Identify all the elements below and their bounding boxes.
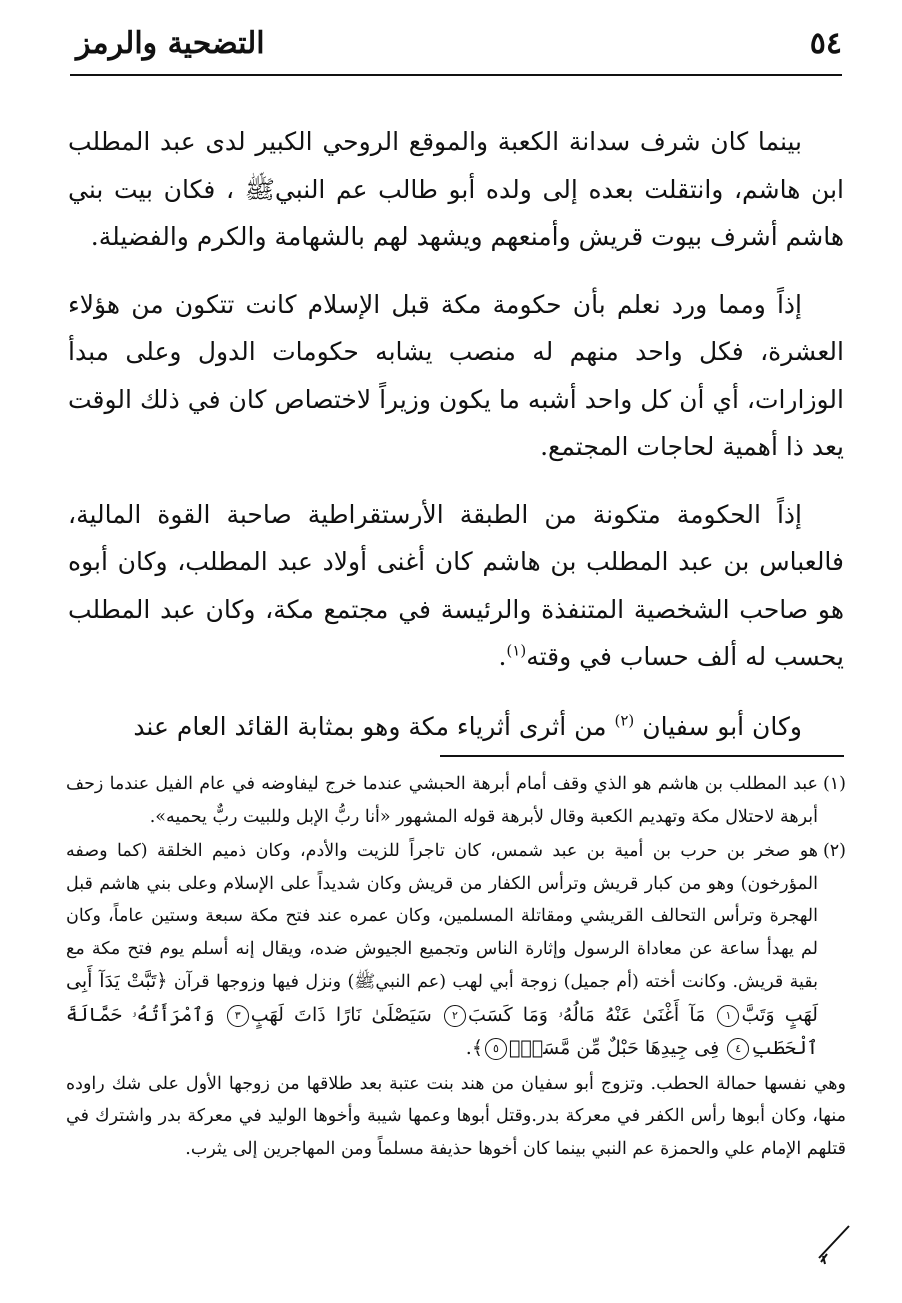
verse-bracket-open: ﴿ [156,970,168,992]
footnotes [66,768,846,1167]
verse-5: فِى جِيدِهَا حَبْلٌ مِّن مَّسَدٍۭ [508,1037,720,1059]
footnote-2-continuation-text: وهي نفسها حمالة الحطب. وتزوج أبو سفيان من هند بنت عتبة بعد طلاقها من زوجها الأول على شك راوده منها، وكان أبوها رأس الكفر في معركة بدر.وقتل أبوها وعمها شيبة وأخوها الوليد في معركة بدر واشترك في قتلهم الإمام علي والحمزة عم النبي بينما كان أخوها حذيفة مسلماً ومن المهاجرين إلى يثرب. [66,1073,846,1159]
footnote-2-text: هو صخر بن حرب بن أمية بن عبد شمس، كان تاجراً للزيت والأدم، وكان ذميم الخلقة (كما وصفه المؤرخون) وهو من كبار قريش وترأس الكفار من قريش وكان شديداً على الإسلام وعلى بني هاشم قبل الهجرة وترأس التحالف القريشي ومقاتلة المسلمين، وكان عمره عند فتح مكة سبعة وستين عاماً، وكان لم يهدأ ساعة عن معاداة الرسول وإثارة الناس وتجميع الجيوش ضده، ويقال إنه أسلم يوم فتح مكة مع بقية قريش. وكانت أخته (أم جميل) زوجة أبي لهب (عم النبيﷺ) ونزل فيها وزوجها قرآن [66,841,818,992]
verse-4: وَٱمْرَأَتُهُۥ حَمَّالَةَ ٱلْحَطَبِ [66,1003,818,1059]
verse-bracket-close: ﴾. [465,1037,483,1059]
ayah-number-3: ٣ [227,1005,249,1027]
paragraph-4-start: وكان أبو سفيان [642,711,802,741]
pen-mark-icon [815,1218,855,1268]
paragraph-4-end: من أثرى أثرياء مكة وهو بمثابة القائد العام عند [133,711,607,741]
page-header [70,22,842,76]
paragraph-3-text: إذاً الحكومة متكونة من الطبقة الأرستقراطية صاحبة القوة المالية، فالعباس بن عبد المطلب بن هاشم كان أغنى أولاد عبد المطلب، وكان أبوه هو صاحب الشخصية المتنفذة والرئيسة في مجتمع مكة، وكان عبد المطلب يحسب له ألف حساب في وقته [68,499,844,671]
footnote-divider [440,755,844,757]
paragraph-3 [68,491,844,681]
footnote-1-number: (١) [822,774,846,794]
paragraph-2: إذاً ومما ورد نعلم بأن حكومة مكة قبل الإسلام كانت تتكون من هؤلاء العشرة، فكل واحد منهم له منصب يشابه حكومات الدول وعلى مبدأ الوزارات، أي أن كل واحد أشبه ما يكون وزيراً لاختصاص كان في ذلك الوقت يعد ذا أهمية لحاجات المجتمع. [68,289,844,461]
footnote-2 [66,835,846,1066]
paragraph-4 [68,703,844,751]
verse-2: مَآ أَغْنَىٰ عَنْهُ مَالُهُۥ وَمَا كَسَبَ [467,1003,706,1026]
footnote-1-text: عبد المطلب بن هاشم هو الذي وقف أمام أبرهة الحبشي عندما خرج ليفاوضه في عام الفيل عندما زحف أبرهة لاحتلال مكة وتهديم الكعبة وقال لأبرهة قوله المشهور «أنا ربُّ الإبل وللبيت ربٌّ يحميه». [66,774,818,827]
footnote-ref-2: (٢) [614,711,635,730]
ayah-number-2: ٢ [444,1005,466,1027]
footnote-1 [66,768,846,833]
ayah-number-5: ٥ [485,1038,507,1060]
verse-1: تَبَّتْ يَدَآ أَبِى لَهَبٍ وَتَبَّ [66,970,818,1026]
ayah-number-1: ١ [717,1005,739,1027]
page-number: ٥٤ [809,26,842,61]
ayah-number-4: ٤ [727,1038,749,1060]
verse-3: سَيَصْلَىٰ نَارًا ذَاتَ لَهَبٍ [250,1003,432,1026]
body-text [68,118,844,770]
paragraph-3-end: . [498,642,507,671]
running-title: التضحية والرمز [76,26,265,61]
footnote-ref-1: (١) [506,641,527,660]
footnote-2-number: (٢) [822,841,846,861]
paragraph-1: بينما كان شرف سدانة الكعبة والموقع الروحي الكبير لدى عبد المطلب ابن هاشم، وانتقلت بعده إلى ولده أبو طالب عم النبيﷺ ، فكان بيت بني هاشم أشرف بيوت قريش وأمنعهم ويشهد لهم بالشهامة والكرم والفضيلة. [68,127,844,251]
footnote-2-continuation [66,1068,846,1166]
